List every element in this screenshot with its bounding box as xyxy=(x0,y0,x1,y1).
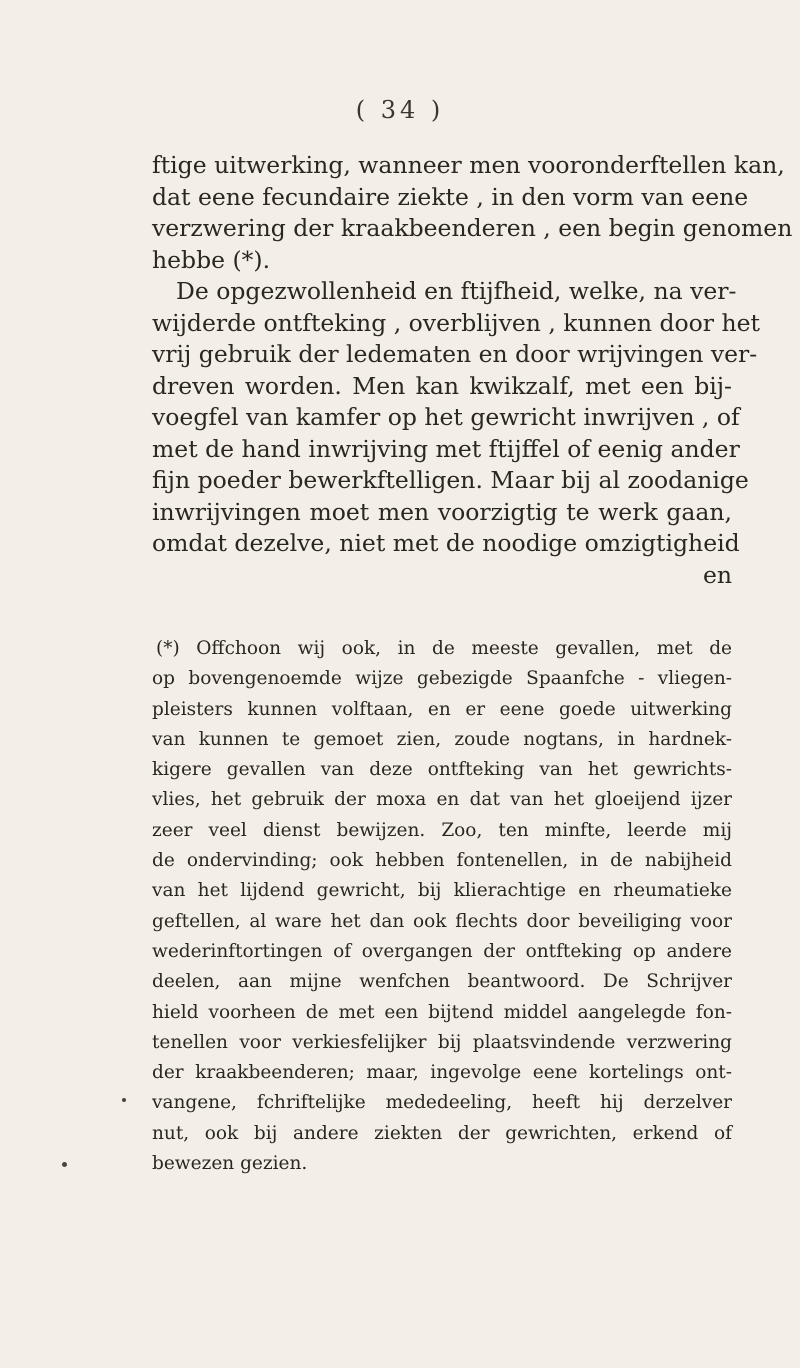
footnote-line: (*) Offchoon wij ook, in de meeste gevallen, met de xyxy=(156,638,732,659)
body-text xyxy=(152,150,793,591)
footnote-line: op bovengenoemde wijze gebezigde Spaanfche - vliegen- xyxy=(152,668,732,690)
body-line: dat eene fecundaire ziekte , in den vorm van eene xyxy=(152,182,749,211)
footnote-line: van het lijdend gewricht, bij klierachtige en rheumatieke xyxy=(152,880,732,902)
footnote-line: van kunnen te gemoet zien, zoude nogtans, in hardnek- xyxy=(152,728,732,750)
footnote-line: der kraakbeenderen; maar, ingevolge eene kortelings ont- xyxy=(152,1062,732,1084)
footnote-line: pleisters kunnen volftaan, en er eene goede uitwerking xyxy=(152,698,732,720)
body-line: met de hand inwrijving met ftijffel of eenig ander xyxy=(152,434,740,463)
body-line: omdat dezelve, niet met de noodige omzigtigheid xyxy=(152,529,740,557)
body-line: De opgezwollenheid en ftijfheid, welke, na ver- xyxy=(176,277,737,305)
body-line: inwrijvingen moet men voorzigtig te werk gaan, xyxy=(152,497,732,526)
footnote-line: vlies, het gebruik der moxa en dat van het gloeijend ijzer xyxy=(152,789,732,811)
body-line: ftige uitwerking, wanneer men vooronderftellen kan, xyxy=(152,151,785,179)
body-line: voegfel van kamfer op het gewricht inwrijven , of xyxy=(152,403,740,431)
body-line: fijn poeder bewerkftelligen. Maar bij al zoodanige xyxy=(152,466,749,494)
footnote-line: bewezen gezien. xyxy=(152,1153,308,1175)
footnote-line: vangene, fchriftelijke mededeeling, heeft hij derzelver xyxy=(152,1092,732,1114)
ink-speck xyxy=(62,1162,67,1167)
footnote-line: deelen, aan mijne wenfchen beantwoord. De Schrijver xyxy=(152,971,732,993)
footnote-line: kigere gevallen van deze ontfteking van het gewrichts- xyxy=(152,759,732,781)
footnote-line: geftellen, al ware het dan ook flechts door beveiliging voor xyxy=(152,910,732,932)
footnote-line: hield voorheen de met een bijtend middel aangelegde fon- xyxy=(152,1001,732,1023)
body-line: verzwering der kraakbeenderen , een begin genomen xyxy=(152,214,793,242)
footnote xyxy=(152,634,732,1179)
body-line: dreven worden. Men kan kwikzalf, met een bij- xyxy=(152,371,732,400)
page-number: ( 34 ) xyxy=(355,96,445,124)
footnote-line: zeer veel dienst bewijzen. Zoo, ten minfte, leerde mij xyxy=(152,819,732,841)
body-line: vrij gebruik der ledematen en door wrijvingen ver- xyxy=(152,340,758,368)
footnote-line: wederinftortingen of overgangen der ontfteking op andere xyxy=(152,940,732,962)
catchword: en xyxy=(702,560,732,589)
footnote-line: tenellen voor verkiesfelijker bij plaatsvindende verzwering xyxy=(152,1031,732,1053)
footnote-line: de ondervinding; ook hebben fontenellen, in de nabijheid xyxy=(152,850,732,872)
body-line: wijderde ontfteking , overblijven , kunnen door het xyxy=(152,308,760,337)
footnote-line: nut, ook bij andere ziekten der gewrichten, erkend of xyxy=(152,1122,732,1144)
body-line: hebbe (*). xyxy=(152,245,271,274)
ink-speck xyxy=(122,1098,126,1102)
